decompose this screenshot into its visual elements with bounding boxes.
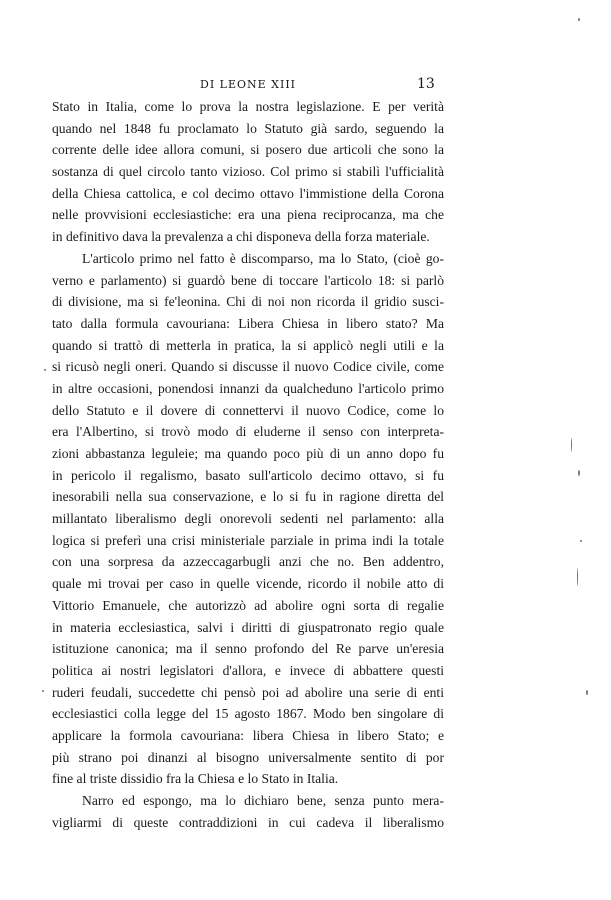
scan-speck	[44, 369, 46, 371]
text-line: tato dalla formula cavouriana: Libera Chiesa in libero stato? Ma	[52, 315, 444, 331]
text-line: quale mi trovai per caso in quelle vicende, ricordo il nobile atto di	[52, 576, 444, 592]
text-line: quando nel 1848 fu proclamato lo Statuto già sardo, seguendo la	[52, 120, 444, 136]
text-line: Narro ed espongo, ma lo dichiaro bene, senza punto mera-	[82, 793, 444, 808]
text-line: in materia ecclesiastica, salvi i diritti di giuspatronato regio quale	[52, 619, 444, 635]
text-line: con una sorpresa da azzeccagarbugli anzi che no. Ben addentro,	[52, 554, 444, 570]
text-line: vigliarmi di queste contraddizioni in cui cadeva il liberalismo	[52, 814, 444, 830]
page-number: 13	[417, 76, 435, 92]
running-title: DI LEONE XIII	[200, 78, 297, 91]
scan-speck	[571, 438, 572, 452]
text-line: logica si preferì una crisi ministeriale parziale in prima indi la totale	[52, 532, 444, 548]
text-line: quando si trattò di metterla in pratica, la si applicò negli utili e la	[52, 337, 444, 353]
text-line: della Chiesa cattolica, e col decimo ottavo l'immistione della Corona	[52, 185, 444, 201]
body-text	[52, 96, 444, 833]
text-line: si ricusò negli oneri. Quando si discusse il nuovo Codice civile, come	[52, 359, 444, 375]
text-line: istituzione canonica; ma il senno profondo del Re parve un'eresia	[52, 641, 444, 657]
text-line: di divisione, ma si fe'leonina. Chi di noi non ricorda il gridio susci-	[52, 294, 444, 310]
text-line: millantato liberalismo degli onorevoli sedenti nel parlamento: alla	[52, 511, 444, 527]
text-line: sostanza di quel circolo tanto vizioso. Col primo si stabilì l'ufficialità	[52, 164, 444, 180]
text-line: zioni abbastanza leguleie; ma quando poco più di un anno dopo fu	[52, 446, 444, 461]
text-line: Stato in Italia, come lo prova la nostra legislazione. E per verità	[52, 99, 444, 114]
scan-speck	[586, 690, 588, 695]
text-line: politica ai nostri legislatori d'allora, e invece di abbattere questi	[52, 662, 444, 678]
text-line: Vittorio Emanuele, che autorizzò ad abolire ogni sorta di regalie	[52, 597, 444, 613]
text-line: era l'Albertino, si trovò modo di eluderne il senso con interpreta-	[52, 424, 444, 440]
text-line: inesorabili nella sua conservazione, e lo si fu in ragione diretta del	[52, 489, 444, 505]
scan-speck	[578, 18, 580, 21]
text-line: ecclesiastici colla legge del 15 agosto 1867. Modo ben singolare di	[52, 706, 444, 722]
text-line: in altre occasioni, ponendosi innanzi da qualcheduno l'articolo primo	[52, 380, 444, 396]
text-line: in definitivo dava la prevalenza a chi disponeva della forza materiale.	[52, 229, 430, 245]
scan-speck	[577, 568, 578, 586]
text-line: fine al triste dissidio fra la Chiesa e lo Stato in Italia.	[52, 771, 339, 787]
page-header	[0, 76, 611, 96]
text-line: applicare la formola cavouriana: libera Chiesa in libero Stato; e	[52, 727, 444, 743]
text-line: L'articolo primo nel fatto è discomparso, ma lo Stato, (cioè go-	[82, 250, 444, 266]
text-line: corrente delle idee allora comuni, si posero due articoli che sono la	[52, 142, 444, 158]
text-line: in pericolo il regalismo, basato sull'articolo decimo ottavo, si fu	[52, 467, 444, 483]
scan-speck	[580, 540, 582, 542]
text-line: ruderi feudali, succedette chi pensò poi ad abolire una serie di enti	[52, 684, 444, 700]
scan-speck	[578, 470, 580, 476]
text-line: nelle provvisioni ecclesiastiche: era una piena reciprocanza, ma che	[52, 207, 444, 223]
text-line: più strano poi dinanzi al bisogno universalmente sentito di por	[52, 749, 444, 765]
text-line: dello Statuto e il dovere di connettervi il nuovo Codice, come lo	[52, 402, 444, 418]
text-line: verno e parlamento) si guardò bene di toccare l'articolo 18: si parlò	[52, 272, 444, 288]
scan-speck	[42, 690, 44, 692]
